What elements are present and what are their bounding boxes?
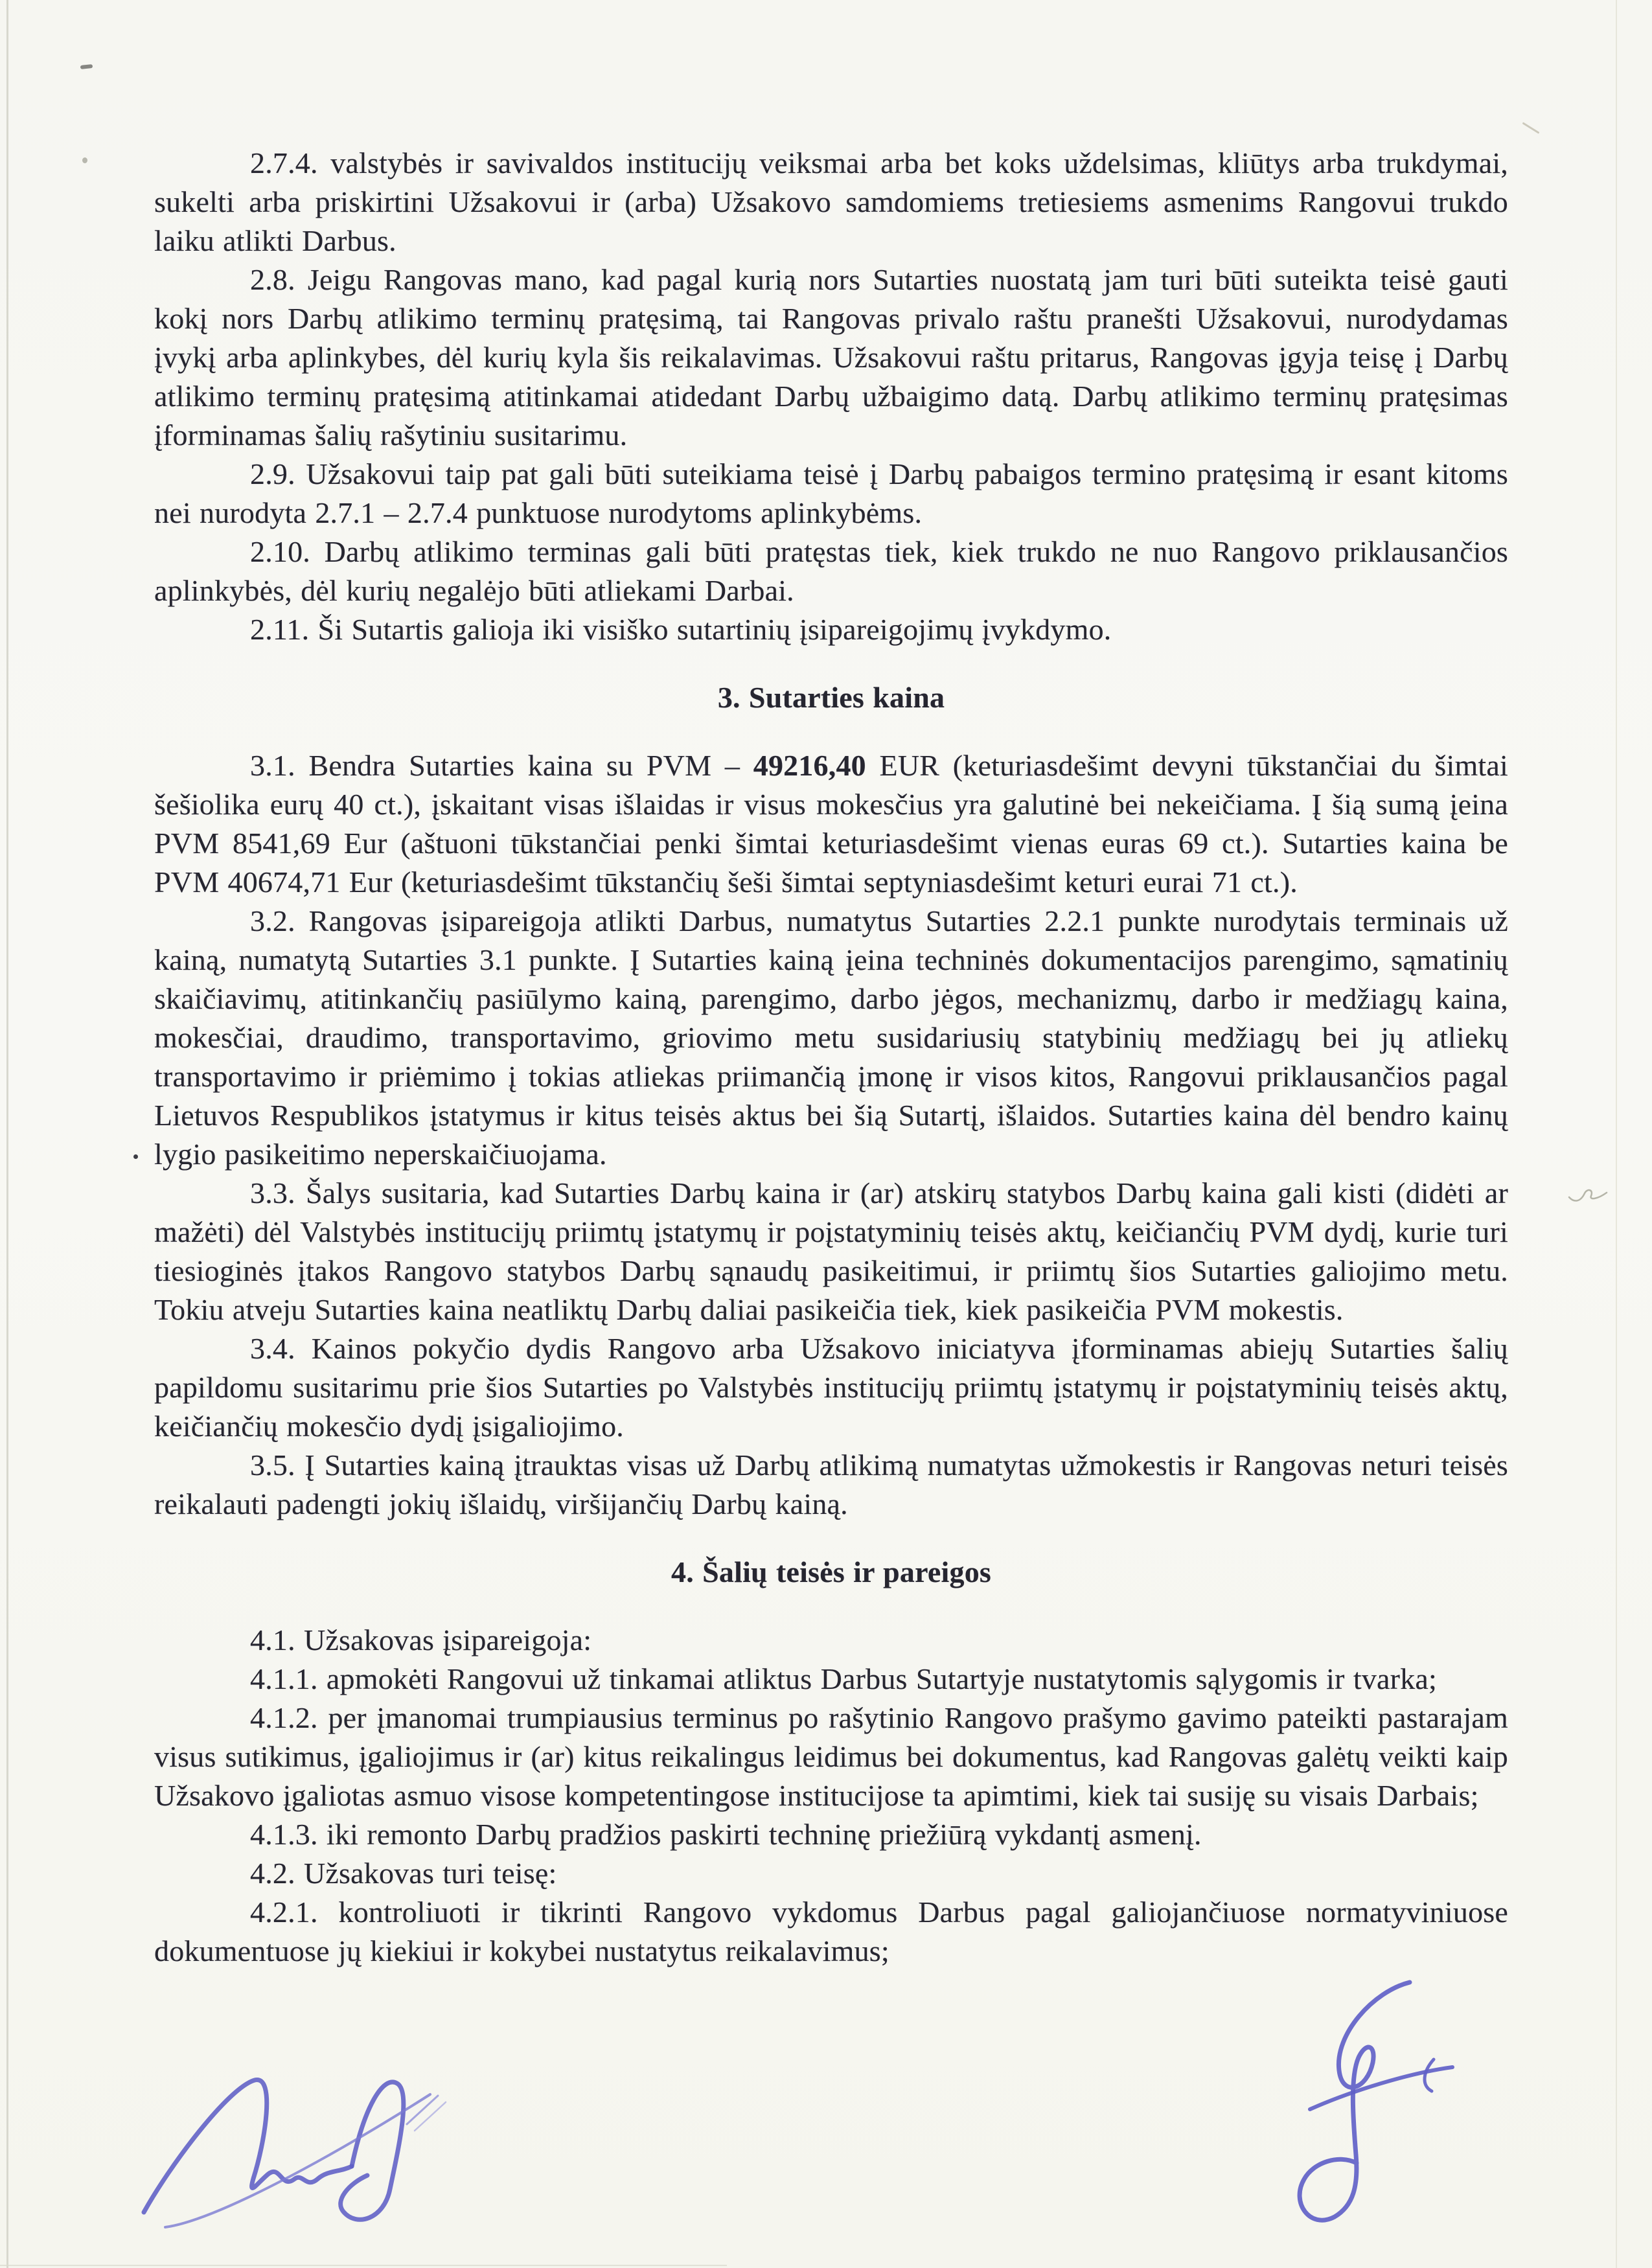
clause-3-3: 3.3. Šalys susitaria, kad Sutarties Darbų kaina ir (ar) atskirų statybos Darbų kaina gali kisti (didėti ar mažėti) dėl Valstybės institucijų priimtų įstatymų ir poįstatyminių teisės aktų, keičiančių PVM dydį, kurie turi tiesioginės įtakos Rangovo statybos Darbų sąnaudų pasikeitimui, ir priimtų šios Sutarties galiojimo metu. Tokiu atveju Sutarties kaina neatliktų Darbų daliai pasikeičia tiek, kiek pasikeičia PVM mokestis. [154,1176,1508,1326]
clause-3-1-lead: 3.1. Bendra Sutarties kaina su PVM – [250,749,753,782]
clause-4-1-3: 4.1.3. iki remonto Darbų pradžios paskirti techninę priežiūrą vykdantį asmenį. [250,1818,1202,1851]
clause-2-11: 2.11. Ši Sutartis galioja iki visiško sutartinių įsipareigojimų įvykdymo. [250,613,1112,646]
section-3-heading: 3. Sutarties kaina [717,681,945,714]
signature-right [1276,1975,1464,2237]
clause-4-2: 4.2. Užsakovas turi teisę: [250,1857,557,1890]
clause-2-9: 2.9. Užsakovui taip pat gali būti suteikiama teisė į Darbų pabaigos termino pratęsimą ir esant kitoms nei nurodyta 2.7.1 – 2.7.4 punktuose nurodytoms aplinkybėms. [154,457,1508,529]
pencil-squiggle-mark [1568,1187,1608,1208]
clause-3-1-rest: EUR (keturiasdešimt devyni tūkstančiai du šimtai šešiolika eurų 40 ct.), įskaitant visas išlaidas ir visus mokesčius yra galutinė bei nekeičiama. Į šią sumą įeina PVM 8541,69 Eur (aštuoni tūkstančiai penki šimtai keturiasdešimt vienas euras 69 ct.). Sutarties kaina be PVM 40674,71 Eur (keturiasdešimt tūkstančių šeši šimtai septyniasdešimt keturi eurai 71 ct.). [154,749,1508,899]
clause-4-1-1: 4.1.1. apmokėti Rangovui už tinkamai atliktus Darbus Sutartyje nustatytomis sąlygomis ir tvarka; [250,1662,1437,1695]
clause-2-7-4: 2.7.4. valstybės ir savivaldos institucijų veiksmai arba bet koks uždelsimas, kliūtys arba trukdymai, sukelti arba priskirtini Užsakovui ir (arba) Užsakovo samdomiems tretiesiems asmenims Rangovui trukdo laiku atlikti Darbus. [154,146,1508,257]
clause-3-2: 3.2. Rangovas įsipareigoja atlikti Darbus, numatytus Sutarties 2.2.1 punkte nurodytais terminais už kainą, numatytą Sutarties 3.1 punkte. Į Sutarties kainą įeina techninės dokumentacijos parengimo, sąmatinių skaičiavimų, atitinkančių pasiūlymo kainą, parengimo, darbo jėgos, mechanizmų, darbo ir medžiagų kaina, mokesčiai, draudimo, transportavimo, griovimo metu susidariusių statybinių medžiagų bei jų atliekų transportavimo ir priėmimo į tokias atliekas priimančią įmonę ir visos kitos, Rangovui priklausančios pagal Lietuvos Respublikos įstatymus ir kitus teisės aktus bei šią Sutartį, išlaidos. Sutarties kaina dėl bendro kainų lygio pasikeitimo neperskaičiuojama. [154,904,1508,1171]
contract-text [154,144,1508,1971]
signature-left [130,2070,453,2241]
scan-edge-right [1616,0,1617,2268]
contract-price-total: 49216,40 [753,749,866,782]
clause-4-2-1: 4.2.1. kontroliuoti ir tikrinti Rangovo vykdomus Darbus pagal galiojančiuose normatyviniuose dokumentuose jų kiekiui ir kokybei nustatytus reikalavimus; [154,1896,1508,1967]
margin-speck [82,157,87,163]
clause-2-10: 2.10. Darbų atlikimo terminas gali būti pratęstas tiek, kiek trukdo ne nuo Rangovo priklausančios aplinkybės, dėl kurių negalėjo būti atliekami Darbai. [154,535,1508,607]
clause-2-8: 2.8. Jeigu Rangovas mano, kad pagal kurią nors Sutarties nuostatą jam turi būti suteikta teisė gauti kokį nors Darbų atlikimo terminų pratęsimą, tai Rangovas privalo raštu pranešti Užsakovui, nurodydamas įvykį arba aplinkybes, dėl kurių kyla šis reikalavimas. Užsakovui raštu pritarus, Rangovas įgyja teisę į Darbų atlikimo terminų pratęsimą atitinkamai atidedant Darbų užbaigimo datą. Darbų atlikimo terminų pratęsimas įforminamas šalių rašytiniu susitarimu. [154,263,1508,452]
clause-3-4: 3.4. Kainos pokyčio dydis Rangovo arba Užsakovo iniciatyva įforminamas abiejų Sutarties šalių papildomu susitarimu prie šios Sutarties po Valstybės institucijų priimtų įstatymų ir poįstatyminių teisės aktų, keičiančių mokesčio dydį įsigaliojimo. [154,1332,1508,1443]
scan-edge-bottom [0,2265,727,2266]
clause-4-1-2: 4.1.2. per įmanomai trumpiausius terminus po rašytinio Rangovo prašymo gavimo pateikti pastarajam visus sutikimus, įgaliojimus ir (ar) kitus reikalingus leidimus bei dokumentus, kad Rangovas galėtų veikti kaip Užsakovo įgaliotas asmuo visose kompetentingose institucijose ta apimtimi, kiek tai susiję su visais Darbais; [154,1701,1508,1812]
scan-scratch-mark [1522,122,1539,133]
stray-ink-dot [133,1154,138,1159]
clause-3-5: 3.5. Į Sutarties kainą įtrauktas visas už Darbų atlikimą numatytas užmokestis ir Rangovas neturi teisės reikalauti padengti jokių išlaidų, viršijančių Darbų kainą. [154,1449,1508,1520]
scan-edge-left [6,0,8,2268]
clause-4-1: 4.1. Užsakovas įsipareigoja: [250,1623,592,1656]
section-4-heading: 4. Šalių teisės ir pareigos [671,1555,991,1588]
margin-dash-mark [80,64,93,69]
clause-3-1 [154,746,1508,902]
